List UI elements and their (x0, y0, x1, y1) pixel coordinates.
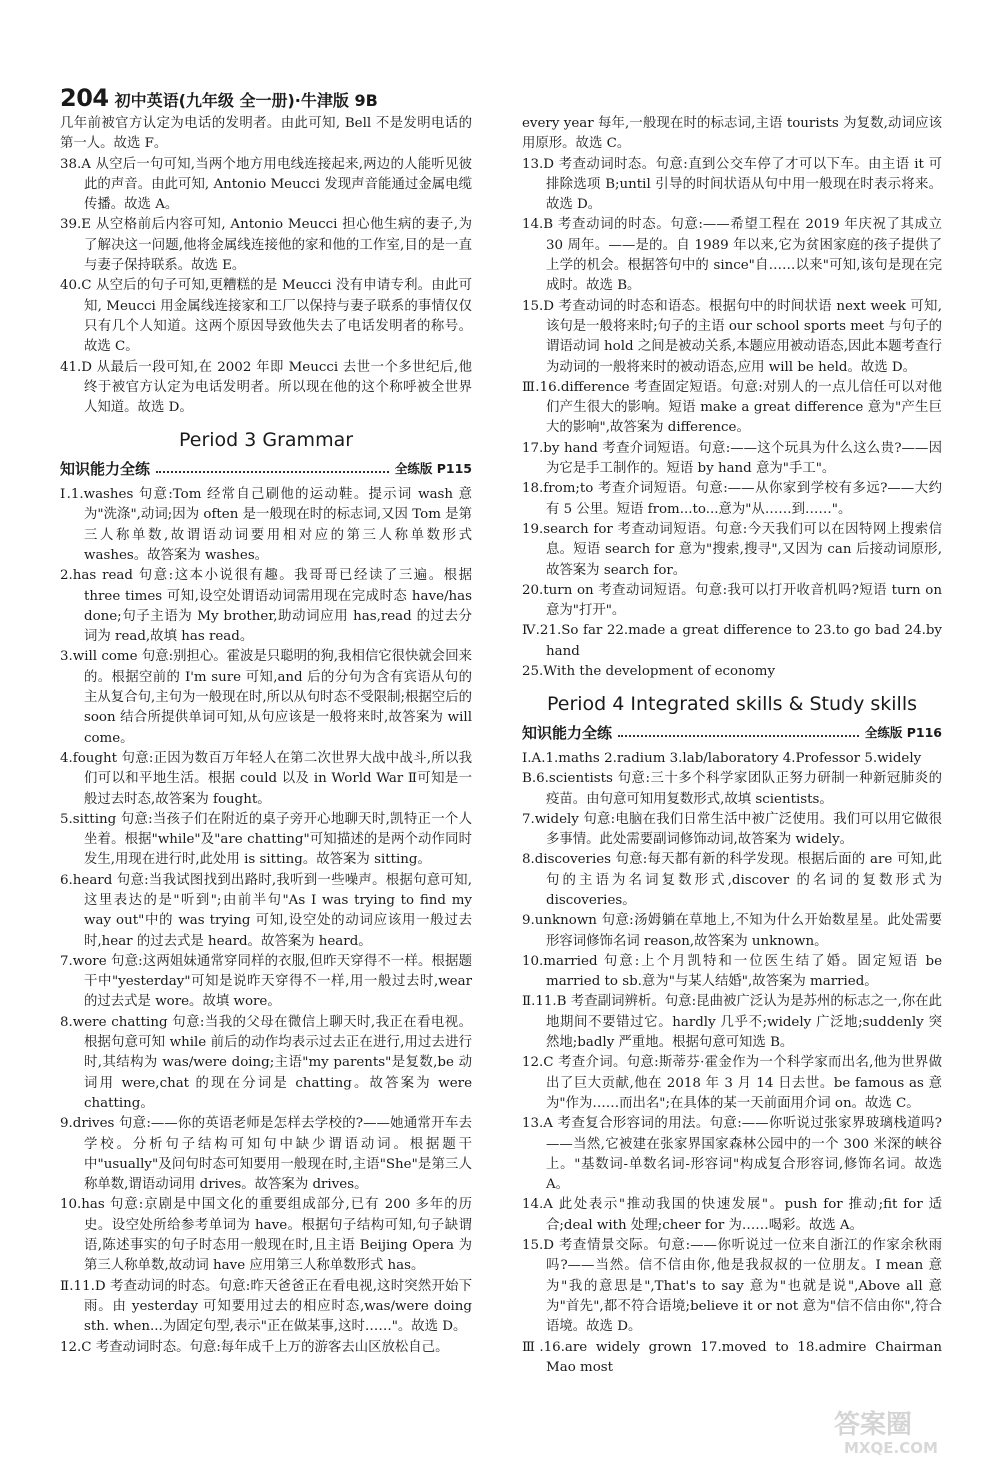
page-number: 204 (60, 84, 109, 112)
dotted-leader (156, 470, 389, 473)
answer-item: Ⅰ.1.washes 句意:Tom 经常自己刷他的运动鞋。提示词 wash 意为"洗涤",动词;因为 often 是一般现在时的标志词,又因 Tom 是第三人称单数,故谓语动词要用相对应的第三人称单数形式 washes。故答案为 washes。 (60, 487, 472, 563)
answer-item: 41.D 从最后一段可知,在 2002 年即 Meucci 去世一个多世纪后,他终于被官方认定为电话发明者。所以现在他的这个称呼被全世界人知道。故选 D。 (60, 359, 472, 416)
answer-item: 19.search for 考查动词短语。句意:今天我们可以在因特网上搜索信息。短语 search for 意为"搜索,搜寻",又因为 can 后接动词原形,故答案为 search for。 (522, 521, 942, 578)
answer-item: 39.E 从空格前后内容可知, Antonio Meucci 担心他生病的妻子,为了解决这一问题,他将金属线连接他的家和他的工作室,目的是一直与妻子保持联系。故选 E。 (60, 217, 472, 274)
answer-paragraph: every year 每年,一般现在时的标志词,主语 tourists 为复数,动词应该用原形。故选 C。 (522, 116, 942, 152)
answer-item: 6.heard 句意:当我试图找到出路时,我听到一些噪声。根据句意可知,这里表达的是"听到";由前半句"As I was trying to find my way out"中的 was trying 可知,设空处的动词应该用一般过去时,hear 的过去式是 heard。故答案为 heard。 (60, 872, 472, 949)
answer-item: 2.has read 句意:这本小说很有趣。我哥哥已经读了三遍。根据 three times 可知,设空处谓语动词需用现在完成时态 have/has done;句子主语为 My brother,助动词应用 has,read 的过去分词为 read,故填 has read。 (60, 568, 472, 645)
answer-item: 40.C 从空后的句子可知,更糟糕的是 Meucci 没有申请专利。由此可知, Meucci 用金属线连接家和工厂以保持与妻子联系的事情仅仅只有几个人知道。这两个原因导致他失去了电话发明者的称号。故选 C。 (60, 278, 472, 355)
right-column (522, 114, 942, 1378)
answer-item: 4.fought 句意:正因为数百万年轻人在第二次世界大战中战斗,所以我们可以和平地生活。根据 could 以及 in World War Ⅱ可知是一般过去时态,故答案为 fought。 (60, 750, 472, 807)
answer-item: 15.D 考查情景交际。句意:——你听说过一位来自浙江的作家余秋雨吗?——当然。信不信由你,他是我叔叔的一位朋友。I mean 意为"我的意思是",That's to say 意为"也就是说",Above all 意为"首先",都不符合语境;believe it or not 意为"信不信由你",符合语境。故选 D。 (522, 1238, 942, 1335)
answer-item: 10.married 句意:上个月凯特和一位医生结了婚。固定短语 be married to sb.意为"与某人结婚",故答案为 married。 (522, 953, 942, 990)
section-subheader (522, 723, 942, 743)
answer-item: Ⅱ.11.B 考查副词辨析。句意:昆曲被广泛认为是苏州的标志之一,你在此地期间不要错过它。hardly 几乎不;widely 广泛地;suddenly 突然地;badly 严重地。根据句意可知选 B。 (522, 994, 942, 1051)
watermark-url: MXQE.COM (844, 1439, 938, 1457)
answer-item: 17.by hand 考查介词短语。句意:——这个玩具为什么这么贵?——因为它是手工制作的。短语 by hand 意为"手工"。 (522, 440, 942, 477)
left-column (60, 114, 472, 1358)
answer-item: 13.D 考查动词时态。句意:直到公交车停了才可以下车。由主语 it 可排除选项 B;until 引导的时间状语从句中用一般现在时表示将来。故选 D。 (522, 156, 942, 213)
answer-item: 18.from;to 考查介词短语。句意:——从你家到学校有多远?——大约有 5 公里。短语 from...to...意为"从……到……"。 (522, 481, 942, 517)
page-header (60, 84, 940, 110)
answer-item: Ⅰ.A.1.maths 2.radium 3.lab/laboratory 4.Professor 5.widely (522, 750, 922, 766)
book-title: 初中英语(九年级 全一册)·牛津版 9B (114, 91, 378, 110)
answer-item: 12.C 考查动词时态。句意:每年成千上万的游客去山区放松自己。 (60, 1339, 449, 1355)
section-title-period-4: Period 4 Integrated skills & Study skills (546, 693, 918, 716)
answer-item: 25.With the development of economy (522, 664, 776, 680)
answer-item: 13.A 考查复合形容词的用法。句意:——你听说过张家界玻璃栈道吗?——当然,它被建在张家界国家森林公园中的一个 300 米深的峡谷上。"基数词-单数名词-形容词"构成复合形容词,修饰名词。故选 A。 (522, 1116, 942, 1193)
answer-item: 12.C 考查介词。句意:斯蒂芬·霍金作为一个科学家而出名,他为世界做出了巨大贡献,他在 2018 年 3 月 14 日去世。be famous as 意为"作为……而出名";在具体的某一天前面用介词 on。故选 C。 (522, 1055, 942, 1111)
subheader-label: 知识能力全练 (60, 459, 151, 478)
answer-item: 15.D 考查动词的时态和语态。根据句中的时间状语 next week 可知,该句是一般将来时;句子的主语 our school sports meet 与句子的谓语动词 hold 之间是被动关系,本题应用被动语态,因此本题考查行为动词的一般将来时的被动语态,应用 will be held。故选 D。 (522, 298, 943, 375)
answer-item: Ⅱ.11.D 考查动词的时态。句意:昨天爸爸正在看电视,这时突然开始下雨。由 yesterday 可知要用过去的相应时态,was/were doing sth. when...为固定句型,表示"正在做某事,这时……"。故选 D。 (60, 1278, 472, 1335)
section-subheader (60, 459, 472, 479)
answer-item: 14.A 此处表示"推动我国的快速发展"。push for 推动;fit for 适合;deal with 处理;cheer for 为……喝彩。故选 A。 (522, 1197, 942, 1233)
answer-item: Ⅲ.16.are widely grown 17.moved to 18.admire Chairman Mao most (522, 1339, 942, 1375)
watermark-icon (830, 1405, 980, 1457)
answer-item: B.6.scientists 句意:三十多个科学家团队正努力研制一种新冠肺炎的疫苗。由句意可知用复数形式,故填 scientists。 (522, 771, 942, 807)
subheader-page-ref: 全练版 P115 (394, 460, 472, 476)
answer-item: Ⅳ.21.So far 22.made a great difference to 23.to go bad 24.by hand (522, 623, 942, 659)
answer-item: 20.turn on 考查动词短语。句意:我可以打开收音机吗?短语 turn on 意为"打开"。 (522, 582, 942, 619)
answer-paragraph: 几年前被官方认定为电话的发明者。由此可知, Bell 不是发明电话的第一人。故选 F。 (60, 116, 472, 152)
answer-item: 9.unknown 句意:汤姆躺在草地上,不知为什么开始数星星。此处需要形容词修饰名词 reason,故答案为 unknown。 (522, 913, 942, 949)
section-title-period-3: Period 3 Grammar (178, 429, 354, 452)
answer-item: 10.has 句意:京剧是中国文化的重要组成部分,已有 200 多年的历史。设空处所给参考单词为 have。根据句子结构可知,句子缺谓语,陈述事实的句子时态用一般现在时,且主语 Beijing Opera 为第三人称单数,故动词 have 应用第三人称单数形式 has。 (60, 1197, 472, 1274)
answer-item: 14.B 考查动词的时态。句意:——希望工程在 2019 年庆祝了其成立 30 周年。——是的。自 1989 年以来,它为贫困家庭的孩子提供了上学的机会。根据答句中的 since"自……以来"可知,该句是现在完成时。故选 B。 (522, 217, 942, 294)
answer-item: 5.sitting 句意:当孩子们在附近的桌子旁开心地聊天时,凯特正一个人坐着。根据"while"及"are chatting"可知描述的是两个动作同时发生,用现在进行时,此处用 is sitting。故答案为 sitting。 (60, 811, 472, 868)
dotted-leader (618, 734, 859, 737)
answer-item: 7.widely 句意:电脑在我们日常生活中被广泛使用。我们可以用它做很多事情。此处需要副词修饰动词,故答案为 widely。 (522, 811, 942, 848)
answer-item: 3.will come 句意:别担心。霍波是只聪明的狗,我相信它很快就会回来的。根据空前的 I'm sure 可知,and 后的分句为含有宾语从句的主从复合句,主句为一般现在时,所以从句时态不受限制;根据空后的 soon 结合所提供单词可知,从句应该是一般将来时,故答案为 will come。 (60, 649, 472, 746)
subheader-page-ref: 全练版 P116 (864, 724, 942, 740)
watermark-text: 答案圈 (834, 1410, 913, 1440)
answer-item: 9.drives 句意:——你的英语老师是怎样去学校的?——她通常开车去学校。分析句子结构可知句中缺少谓语动词。根据题干中"usually"及问句时态可知要用一般现在时,主语"She"是第三人称单数,谓语动词用 drives。故答案为 drives。 (60, 1116, 472, 1193)
answer-item: 8.discoveries 句意:每天都有新的科学发现。根据后面的 are 可知,此句的主语为名词复数形式,discover 的名词的复数形式为 discoveries。 (522, 852, 942, 908)
answer-item: 38.A 从空后一句可知,当两个地方用电线连接起来,两边的人能听见彼此的声音。由此可知, Antonio Meucci 发现声音能通过金属电缆传播。故选 A。 (60, 156, 472, 213)
watermark-logo (830, 1405, 980, 1457)
answer-item: 8.were chatting 句意:当我的父母在微信上聊天时,我正在看电视。根据句意可知 while 前后的动作均表示过去正在进行,用过去进行时,其结构为 was/were doing;主语"my parents"是复数,be 动词用 were,chat 的现在分词是 chatting。故答案为 were chatting。 (60, 1014, 472, 1111)
answer-item: Ⅲ.16.difference 考查固定短语。句意:对别人的一点儿信任可以对他们产生很大的影响。短语 make a great difference 意为"产生巨大的影响",故答案为 difference。 (522, 379, 942, 436)
answer-item: 7.wore 句意:这两姐妹通常穿同样的衣服,但昨天穿得不一样。根据题干中"yesterday"可知是说昨天穿得不一样,用一般过去时,wear 的过去式是 wore。故填 wore。 (60, 953, 472, 1010)
subheader-label: 知识能力全练 (522, 723, 613, 742)
